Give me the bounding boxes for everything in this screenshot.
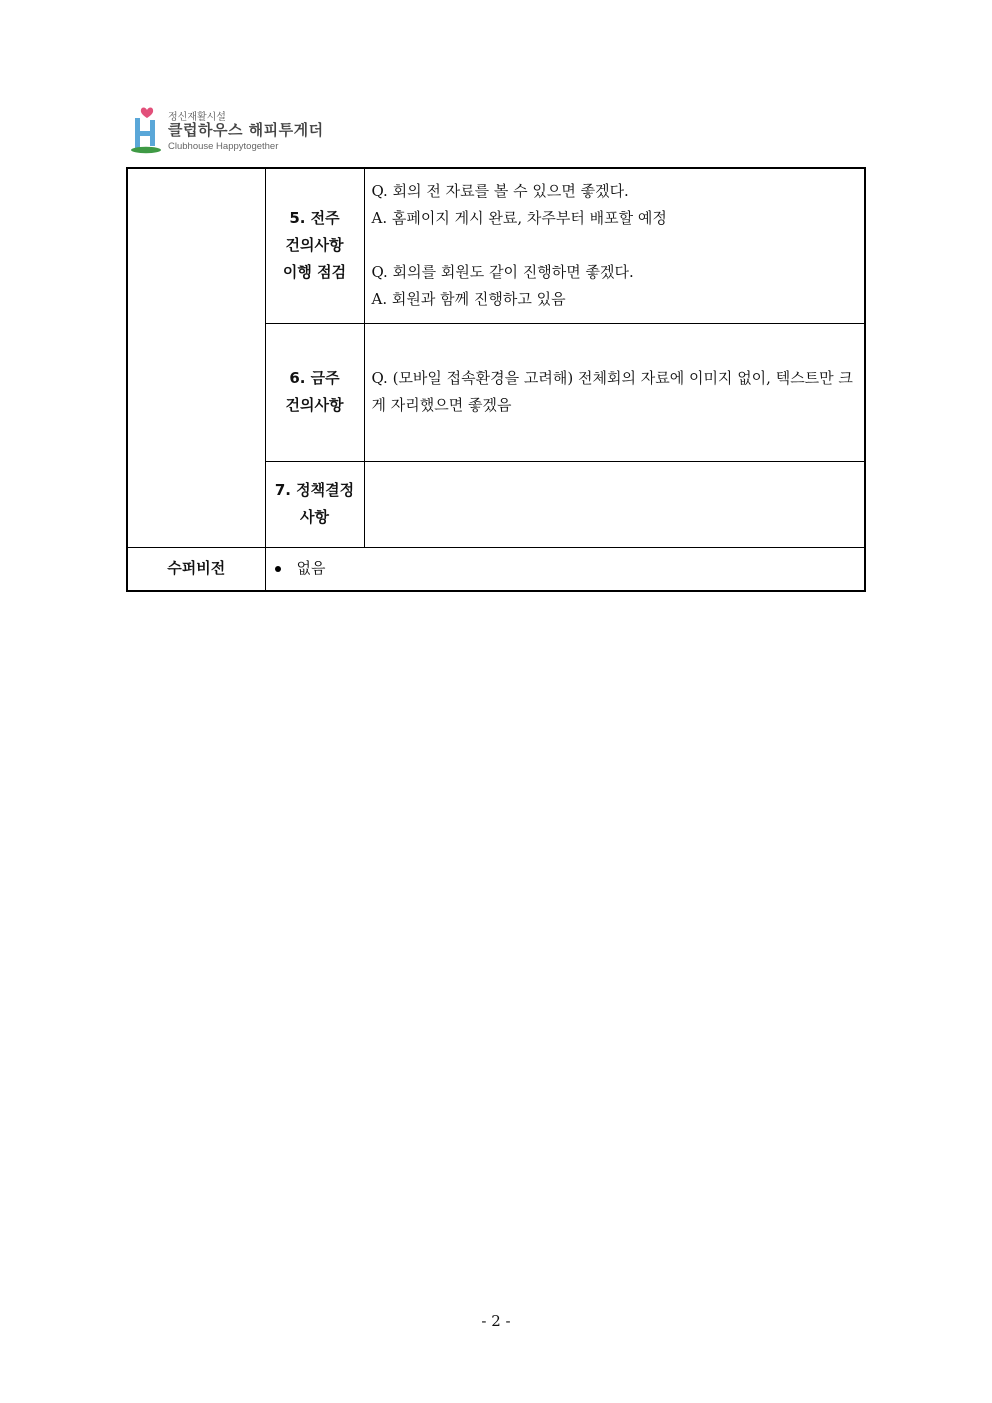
row-header-line: 사항 — [300, 508, 329, 526]
table-row-previous-suggestions — [127, 168, 865, 323]
question-line: Q. (모바일 접속환경을 고려해) 전체회의 자료에 이미지 없이, 텍스트만 크게 자리했으면 좋겠음 — [371, 369, 853, 414]
logo-english-name: Clubhouse Happytogether — [168, 141, 279, 152]
row-header-current-suggestions — [265, 323, 364, 461]
row-header-line: 7. 정책결정 — [274, 481, 355, 499]
row-header-line: 이행 점검 — [282, 263, 347, 282]
supervision-content — [265, 547, 865, 591]
happytogether-logo-icon — [128, 104, 164, 154]
answer-line: A. 홈페이지 게시 완료, 차주부터 배포할 예정 — [371, 209, 667, 228]
row-header-line: 5. 전주 — [289, 209, 340, 228]
meeting-minutes-table — [126, 167, 866, 592]
facility-logo — [128, 104, 328, 156]
row-content-policy-decisions — [364, 461, 865, 547]
bullet-icon — [275, 566, 281, 572]
question-line: Q. 회의 전 자료를 볼 수 있으면 좋겠다. — [371, 182, 629, 201]
supervision-item-text: 없음 — [296, 559, 326, 578]
row-header-previous-suggestions — [265, 168, 364, 323]
question-line: Q. 회의를 회원도 같이 진행하면 좋겠다. — [371, 263, 634, 282]
row-content-current-suggestions — [364, 323, 865, 461]
row-content-previous-suggestions — [364, 168, 865, 323]
supervision-label: 수퍼비전 — [127, 547, 265, 591]
row-header-policy-decisions — [265, 461, 364, 547]
row-header-line: 건의사항 — [285, 396, 344, 414]
page-number: - 2 - — [481, 1312, 511, 1330]
row-header-line: 건의사항 — [285, 236, 344, 255]
answer-line: A. 회원과 함께 진행하고 있음 — [371, 290, 566, 309]
logo-name: 클럽하우스 해피투게더 — [168, 121, 324, 139]
row-header-line: 6. 금주 — [289, 369, 340, 387]
table-row-supervision — [127, 547, 865, 591]
section-label-cell — [127, 168, 265, 547]
blank-line — [372, 232, 858, 259]
list-item — [273, 555, 858, 582]
logo-subtitle: 정신재활시설 — [168, 112, 226, 123]
